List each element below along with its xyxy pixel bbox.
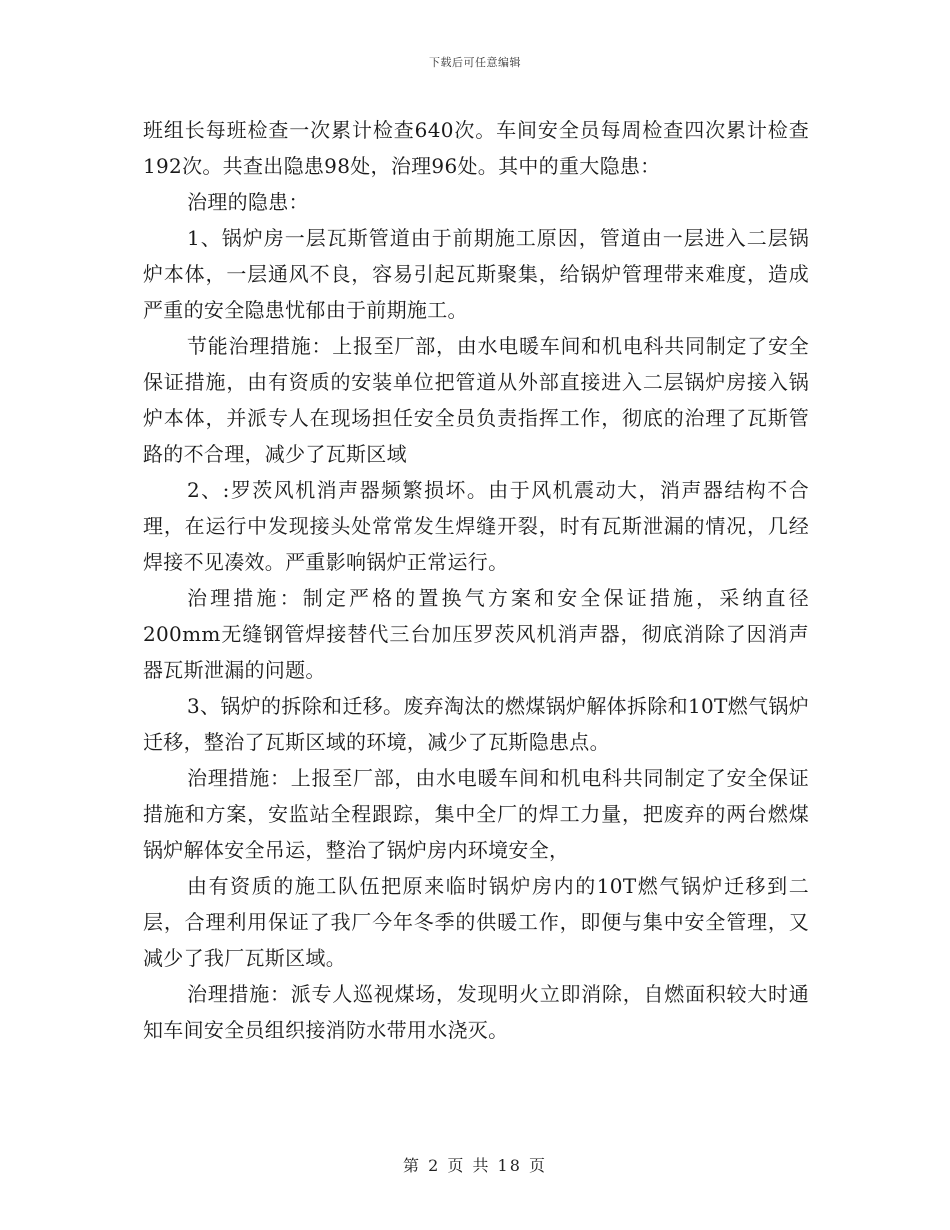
paragraph-2: 治理的隐患： xyxy=(187,190,309,214)
page-number-footer: 第 2 页 共 18 页 xyxy=(403,1156,547,1175)
paragraph-4: 节能治理措施：上报至厂部，由水电暖车间和机电科共同制定了安全保证措施，由有资质的安装单位把管道从外部直接进入二层锅炉房接入锅炉本体，并派专人在现场担任安全员负责指挥工作，彻底的治理了瓦斯管路的不合理，减少了瓦斯区域 xyxy=(143,334,809,466)
paragraph-6: 治理措施：制定严格的置换气方案和安全保证措施，采纳直径200mm无缝钢管焊接替代三台加压罗茨风机消声器，彻底消除了因消声器瓦斯泄漏的问题。 xyxy=(143,586,809,682)
paragraph-1: 班组长每班检查一次累计检查640次。车间安全员每周检查四次累计检查192次。共查出隐患98处，治理96处。其中的重大隐患： xyxy=(143,118,809,178)
page-header: 下载后可任意编辑 xyxy=(429,56,521,69)
paragraph-5: 2、:罗茨风机消声器频繁损坏。由于风机震动大，消声器结构不合理，在运行中发现接头处常常发生焊缝开裂，时有瓦斯泄漏的情况，几经焊接不见凑效。严重影响锅炉正常运行。 xyxy=(143,478,809,574)
paragraph-10: 治理措施：派专人巡视煤场，发现明火立即消除，自燃面积较大时通知车间安全员组织接消防水带用水浇灭。 xyxy=(143,982,809,1042)
document-body xyxy=(143,112,809,1048)
paragraph-3: 1、锅炉房一层瓦斯管道由于前期施工原因，管道由一层进入二层锅炉本体，一层通风不良，容易引起瓦斯聚集，给锅炉管理带来难度，造成严重的安全隐患忧郁由于前期施工。 xyxy=(143,226,809,322)
paragraph-9: 由有资质的施工队伍把原来临时锅炉房内的10T燃气锅炉迁移到二层，合理利用保证了我厂今年冬季的供暖工作，即便与集中安全管理，又减少了我厂瓦斯区域。 xyxy=(143,874,809,970)
paragraph-7: 3、锅炉的拆除和迁移。废弃淘汰的燃煤锅炉解体拆除和10T燃气锅炉迁移，整治了瓦斯区域的环境，减少了瓦斯隐患点。 xyxy=(143,694,809,754)
paragraph-8: 治理措施：上报至厂部，由水电暖车间和机电科共同制定了安全保证措施和方案，安监站全程跟踪，集中全厂的焊工力量，把废弃的两台燃煤锅炉解体安全吊运，整治了锅炉房内环境安全， xyxy=(143,766,809,862)
